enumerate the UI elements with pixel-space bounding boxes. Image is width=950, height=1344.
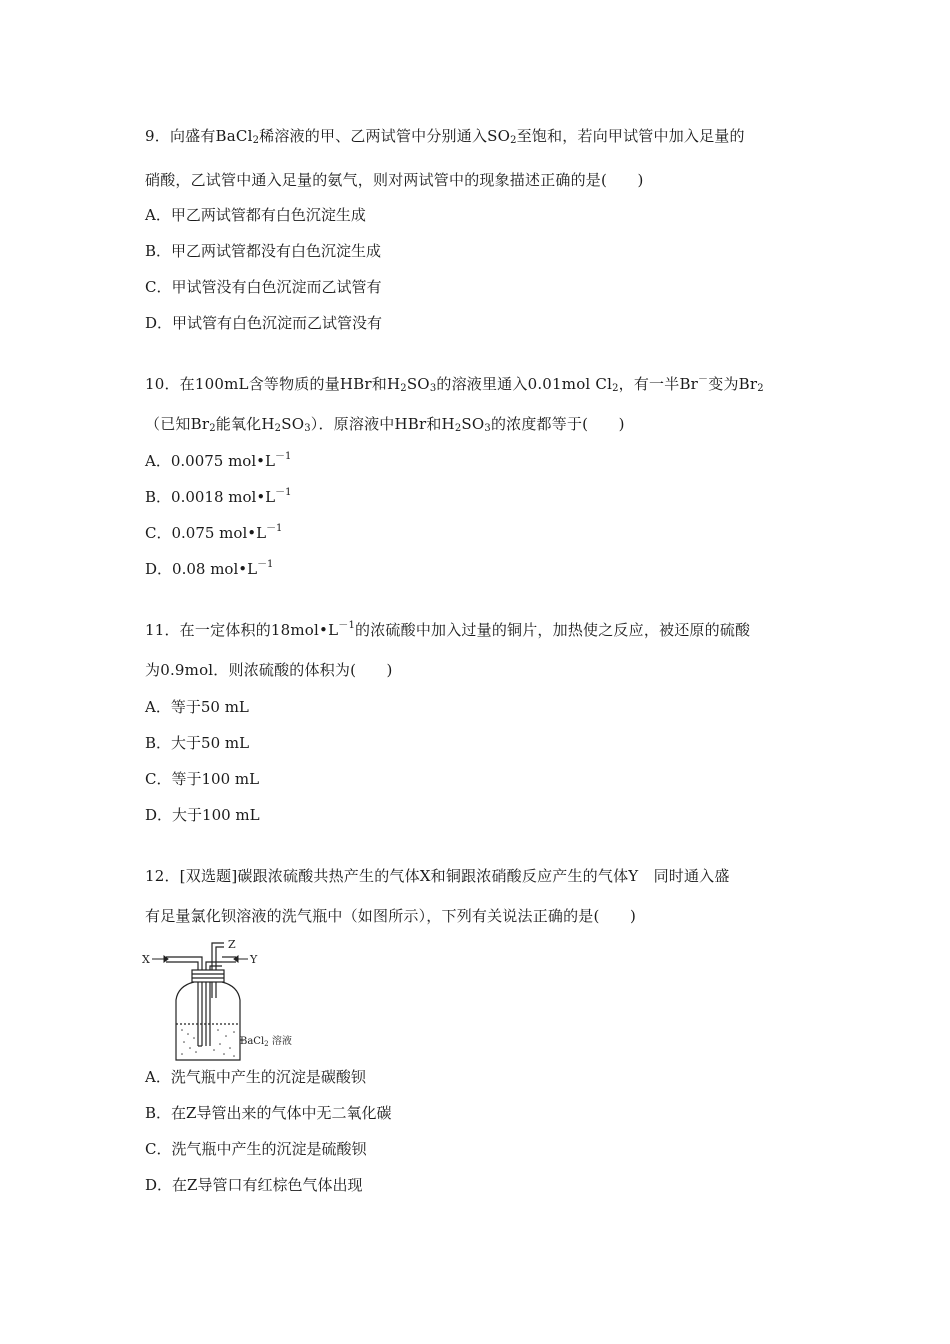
q10-option-d: D．0.08 $mol•L^{-1}$	[145, 559, 274, 578]
solution-label: BaCl$_2$ 溶液	[240, 1036, 292, 1048]
label-z: Z	[228, 938, 236, 951]
bottle-stopper	[192, 970, 224, 982]
q11-stem-line1: 11．在一定体积的$18mol•L^{-1}$的浓硫酸中加入过量的铜片，加热使之反应，被还原的硫酸	[145, 620, 751, 639]
q11-option-c: C．等于100 mL	[145, 770, 260, 788]
q10-stem-line2: （已知$Br_2$能氧化$H_2SO_3$）．原溶液中HBr和$H_2SO_3$的浓度都等于( )	[145, 415, 625, 434]
q9-option-d: D．甲试管有白色沉淀而乙试管没有	[145, 314, 383, 332]
q11-stem-line2: 为0.9mol．则浓硫酸的体积为( )	[145, 661, 393, 679]
q9-option-c: C．甲试管没有白色沉淀而乙试管有	[145, 278, 382, 296]
q12-option-d: D．在Z导管口有红棕色气体出现	[145, 1176, 363, 1194]
q10-option-b: B．0.0018 $mol•L^{-1}$	[145, 487, 292, 506]
q11-option-a: A．等于50 mL	[145, 698, 249, 716]
q9-stem-line1: 9．向盛有BaCl$_2$稀溶液的甲、乙两试管中分别通入$SO_2$至饱和，若向甲试管中加入足量的	[145, 127, 745, 146]
label-y: Y	[250, 953, 258, 966]
q12-option-b: B．在Z导管出来的气体中无二氧化碳	[145, 1104, 392, 1122]
q12-stem-line2: 有足量氯化钡溶液的洗气瓶中（如图所示），下列有关说法正确的是( )	[145, 907, 637, 925]
q12-option-c: C．洗气瓶中产生的沉淀是硫酸钡	[145, 1140, 367, 1158]
q12-option-a: A．洗气瓶中产生的沉淀是碳酸钡	[145, 1068, 366, 1086]
bacl2-solution	[181, 1029, 235, 1057]
q12-stem-line1: 12．[双选题]碳跟浓硫酸共热产生的气体X和铜跟浓硝酸反应产生的气体Y 同时通入盛	[145, 867, 730, 885]
q10-option-c: C．0.075 $mol•L^{-1}$	[145, 523, 283, 542]
gas-washing-bottle-diagram	[140, 938, 310, 1063]
q10-stem-line1: 10．在100mL含等物质的量HBr和$H_2SO_3$的溶液里通入0.01mol $Cl_2$，有一半Br－变为$Br_2$	[145, 374, 764, 394]
q9-stem-line2: 硝酸，乙试管中通入足量的氨气，则对两试管中的现象描述正确的是( )	[145, 171, 644, 189]
q11-option-b: B．大于50 mL	[145, 734, 250, 752]
label-x: X	[142, 953, 150, 966]
q9-option-a: A．甲乙两试管都有白色沉淀生成	[145, 206, 366, 224]
q10-option-a: A．0.0075 $mol•L^{-1}$	[145, 451, 292, 470]
q9-option-b: B．甲乙两试管都没有白色沉淀生成	[145, 242, 382, 260]
q11-option-d: D．大于100 mL	[145, 806, 260, 824]
